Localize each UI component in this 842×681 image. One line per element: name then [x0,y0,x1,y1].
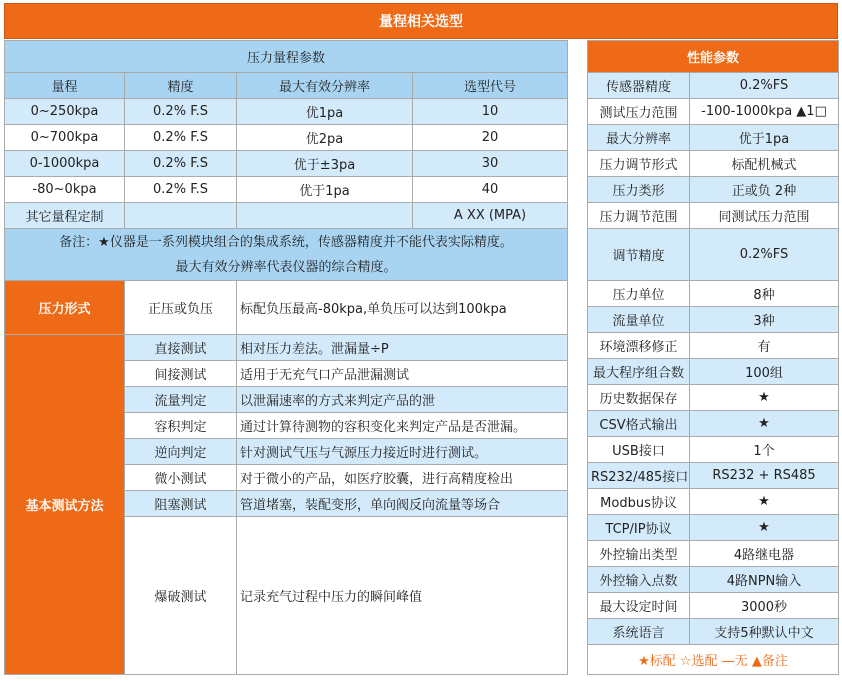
param-label: RS232/485接口 [588,463,690,489]
param-label: 压力单位 [588,281,690,307]
table-row [588,437,839,463]
method-desc: 适用于无充气口产品泄漏测试 [237,361,568,387]
accuracy-cell: 0.2% F.S [125,151,237,177]
table-row [588,307,839,333]
param-label: 压力调节范围 [588,203,690,229]
range-cell: 0~700kpa [5,125,125,151]
col-header-resolution: 最大有效分辨率 [237,73,413,99]
method-name: 微小测试 [125,465,237,491]
table-row [588,385,839,411]
table-row [588,229,839,281]
param-label: 传感器精度 [588,73,690,99]
param-value: 8种 [690,281,839,307]
method-name: 容积判定 [125,413,237,439]
custom-range-code: A XX (MPA) [413,203,568,229]
param-label: 流量单位 [588,307,690,333]
note [5,229,568,281]
method-name: 爆破测试 [125,517,237,675]
method-desc: 相对压力差法。泄漏量÷P [237,335,568,361]
param-label: 最大分辨率 [588,125,690,151]
param-label: 最大程序组合数 [588,359,690,385]
method-name: 流量判定 [125,387,237,413]
param-value: 正或负 2种 [690,177,839,203]
table-row [588,203,839,229]
note-line-1: 备注：★仪器是一系列模块组合的集成系统，传感器精度并不能代表实际精度。 [59,234,513,250]
param-value: 100组 [690,359,839,385]
param-value: ★ [690,385,839,411]
performance-title: 性能参数 [588,41,839,73]
param-label: 历史数据保存 [588,385,690,411]
param-label: Modbus协议 [588,489,690,515]
code-cell: 30 [413,151,568,177]
param-value: 3000秒 [690,593,839,619]
method-name: 直接测试 [125,335,237,361]
range-table [4,40,568,675]
col-header-range: 量程 [5,73,125,99]
table-row [588,359,839,385]
accuracy-cell: 0.2% F.S [125,99,237,125]
empty-cell [125,203,237,229]
table-row [588,73,839,99]
pressure-form-name: 正压或负压 [125,281,237,335]
code-cell: 10 [413,99,568,125]
col-header-accuracy: 精度 [125,73,237,99]
param-value: 4路NPN输入 [690,567,839,593]
range-cell: 0-1000kpa [5,151,125,177]
resolution-cell: 优于1pa [237,177,413,203]
table-row [588,463,839,489]
param-label: 外控输入点数 [588,567,690,593]
table-row [588,515,839,541]
page-title: 量程相关选型 [4,3,838,39]
param-label: 外控输出类型 [588,541,690,567]
method-desc: 针对测试气压与气源压力接近时进行测试。 [237,439,568,465]
param-label: 系统语言 [588,619,690,645]
method-desc: 对于微小的产品，如医疗胶囊，进行高精度检出 [237,465,568,491]
accuracy-cell: 0.2% F.S [125,177,237,203]
table-row [588,177,839,203]
param-label: 压力类形 [588,177,690,203]
table-row [588,489,839,515]
method-desc: 通过计算待测物的容积变化来判定产品是否泄漏。 [237,413,568,439]
param-label: 测试压力范围 [588,99,690,125]
test-methods-label: 基本测试方法 [5,335,125,675]
performance-table [587,40,839,675]
param-value: ★ [690,411,839,437]
method-desc: 以泄漏速率的方式来判定产品的泄 [237,387,568,413]
resolution-cell: 优2pa [237,125,413,151]
param-label: 压力调节形式 [588,151,690,177]
resolution-cell: 优1pa [237,99,413,125]
param-value: 1个 [690,437,839,463]
note-line-2: 最大有效分辨率代表仪器的综合精度。 [175,259,397,275]
param-value: 0.2%FS [690,73,839,99]
code-cell: 40 [413,177,568,203]
param-value: 优于1pa [690,125,839,151]
column-separator [567,40,587,678]
method-desc: 记录充气过程中压力的瞬间峰值 [237,517,568,675]
method-name: 逆向判定 [125,439,237,465]
range-cell: -80~0kpa [5,177,125,203]
code-cell: 20 [413,125,568,151]
table-row [5,99,568,125]
table-row [5,125,568,151]
table-row [5,203,568,229]
table-row [5,177,568,203]
param-value: 4路继电器 [690,541,839,567]
param-value: ★ [690,489,839,515]
param-value: 标配机械式 [690,151,839,177]
method-desc: 管道堵塞，装配变形，单向阀反向流量等场合 [237,491,568,517]
table-row [5,335,568,361]
legend: ★标配 ☆选配 —无 ▲备注 [588,645,839,675]
resolution-cell: 优于±3pa [237,151,413,177]
table-row [588,333,839,359]
method-name: 阻塞测试 [125,491,237,517]
table-row [588,281,839,307]
param-label: 环境漂移修正 [588,333,690,359]
custom-range-label: 其它量程定制 [5,203,125,229]
range-cell: 0~250kpa [5,99,125,125]
param-label: 最大设定时间 [588,593,690,619]
table-row [588,619,839,645]
table-row [588,593,839,619]
pressure-form-desc: 标配负压最高-80kpa,单负压可以达到100kpa [237,281,568,335]
param-value: 同测试压力范围 [690,203,839,229]
param-value: ★ [690,515,839,541]
table-row [588,99,839,125]
param-label: CSV格式输出 [588,411,690,437]
param-value: 3种 [690,307,839,333]
param-value: 支持5种默认中文 [690,619,839,645]
table-row [588,151,839,177]
accuracy-cell: 0.2% F.S [125,125,237,151]
method-name: 间接测试 [125,361,237,387]
col-header-code: 选型代号 [413,73,568,99]
param-label: 调节精度 [588,229,690,281]
table-row [588,541,839,567]
param-value: 有 [690,333,839,359]
table-row [588,411,839,437]
empty-cell [237,203,413,229]
param-label: USB接口 [588,437,690,463]
table-row [588,125,839,151]
param-value: -100-1000kpa ▲1□ [690,99,839,125]
param-value: RS232 + RS485 [690,463,839,489]
table-row [588,567,839,593]
param-value: 0.2%FS [690,229,839,281]
range-section-title: 压力量程参数 [5,41,568,73]
param-label: TCP/IP协议 [588,515,690,541]
pressure-form-label: 压力形式 [5,281,125,335]
table-row [5,151,568,177]
